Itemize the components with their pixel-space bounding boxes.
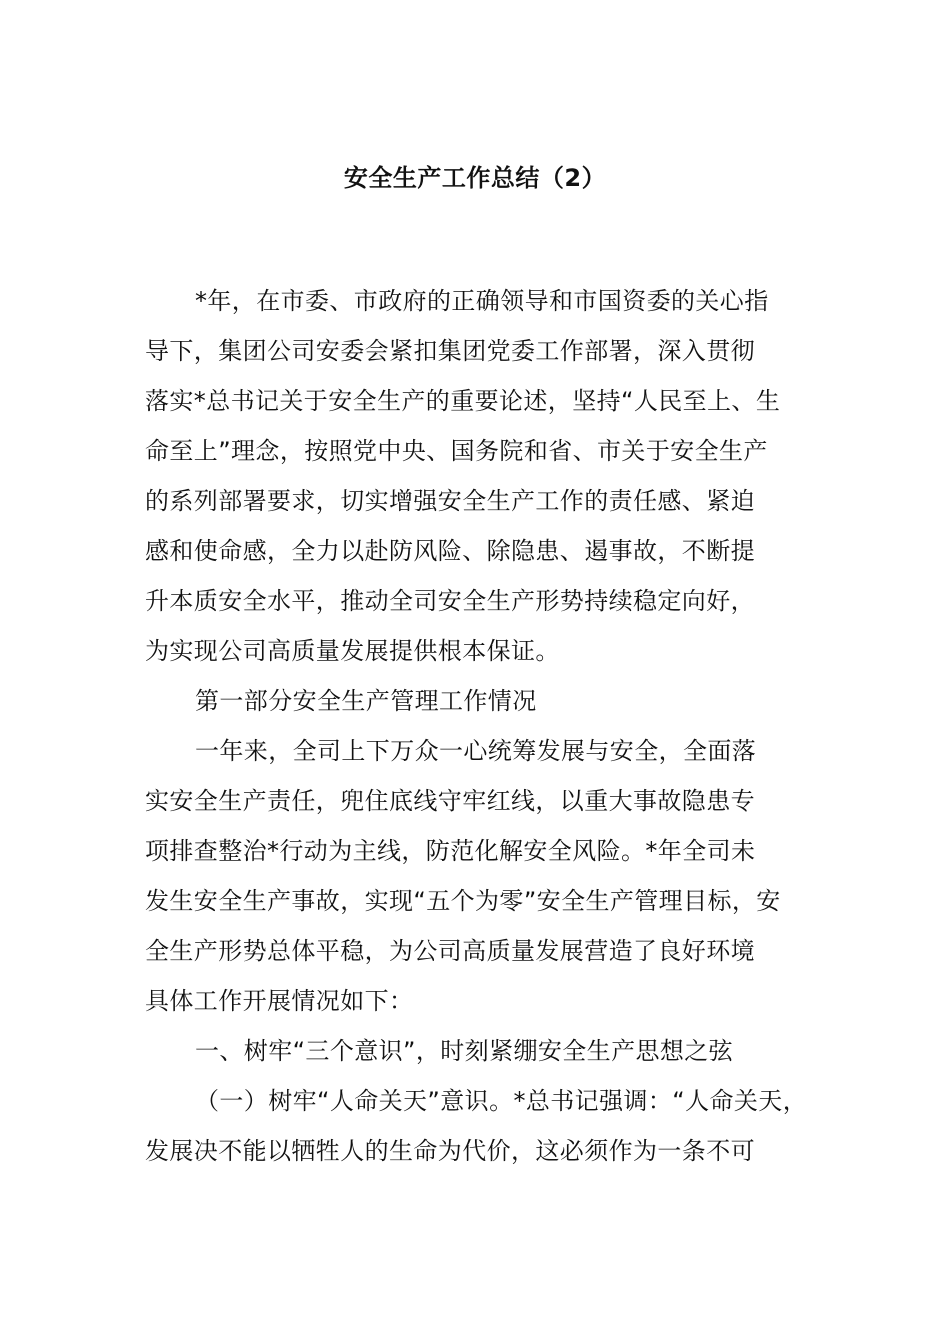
paragraph-line: 发展决不能以牺牲人的生命为代价，这必须作为一条不可 — [145, 1137, 755, 1165]
subsection-heading: 一、树牢“三个意识”，时刻紧绷安全生产思想之弦 — [195, 1037, 734, 1065]
section-heading: 第一部分安全生产管理工作情况 — [195, 687, 537, 715]
paragraph-line: 为实现公司高质量发展提供根本保证。 — [145, 637, 560, 665]
paragraph-line: （一）树牢“人命关天”意识。*总书记强调：“人命关天， — [195, 1087, 808, 1115]
paragraph-line: 导下，集团公司安委会紧扣集团党委工作部署，深入贯彻 — [145, 337, 755, 365]
paragraph-line: 具体工作开展情况如下： — [145, 987, 414, 1015]
document-title: 安全生产工作总结（2） — [343, 164, 607, 192]
paragraph-line: 的系列部署要求，切实增强安全生产工作的责任感、紧迫 — [145, 487, 755, 515]
paragraph-line: 实安全生产责任，兜住底线守牢红线，以重大事故隐患专 — [145, 787, 755, 815]
paragraph-line: *年，在市委、市政府的正确领导和市国资委的关心指 — [195, 287, 769, 315]
paragraph-line: 项排查整治*行动为主线，防范化解安全风险。*年全司未 — [145, 837, 756, 865]
paragraph-line: 命至上”理念，按照党中央、国务院和省、市关于安全生产 — [145, 437, 768, 465]
paragraph-line: 发生安全生产事故，实现“五个为零”安全生产管理目标，安 — [145, 887, 781, 915]
paragraph-line: 升本质安全水平，推动全司安全生产形势持续稳定向好， — [145, 587, 755, 615]
paragraph-line: 一年来，全司上下万众一心统筹发展与安全，全面落 — [195, 737, 757, 765]
paragraph-line: 全生产形势总体平稳，为公司高质量发展营造了良好环境 — [145, 937, 755, 965]
paragraph-line: 落实*总书记关于安全生产的重要论述，坚持“人民至上、生 — [145, 387, 781, 415]
paragraph-line: 感和使命感，全力以赴防风险、除隐患、遏事故，不断提 — [145, 537, 755, 565]
